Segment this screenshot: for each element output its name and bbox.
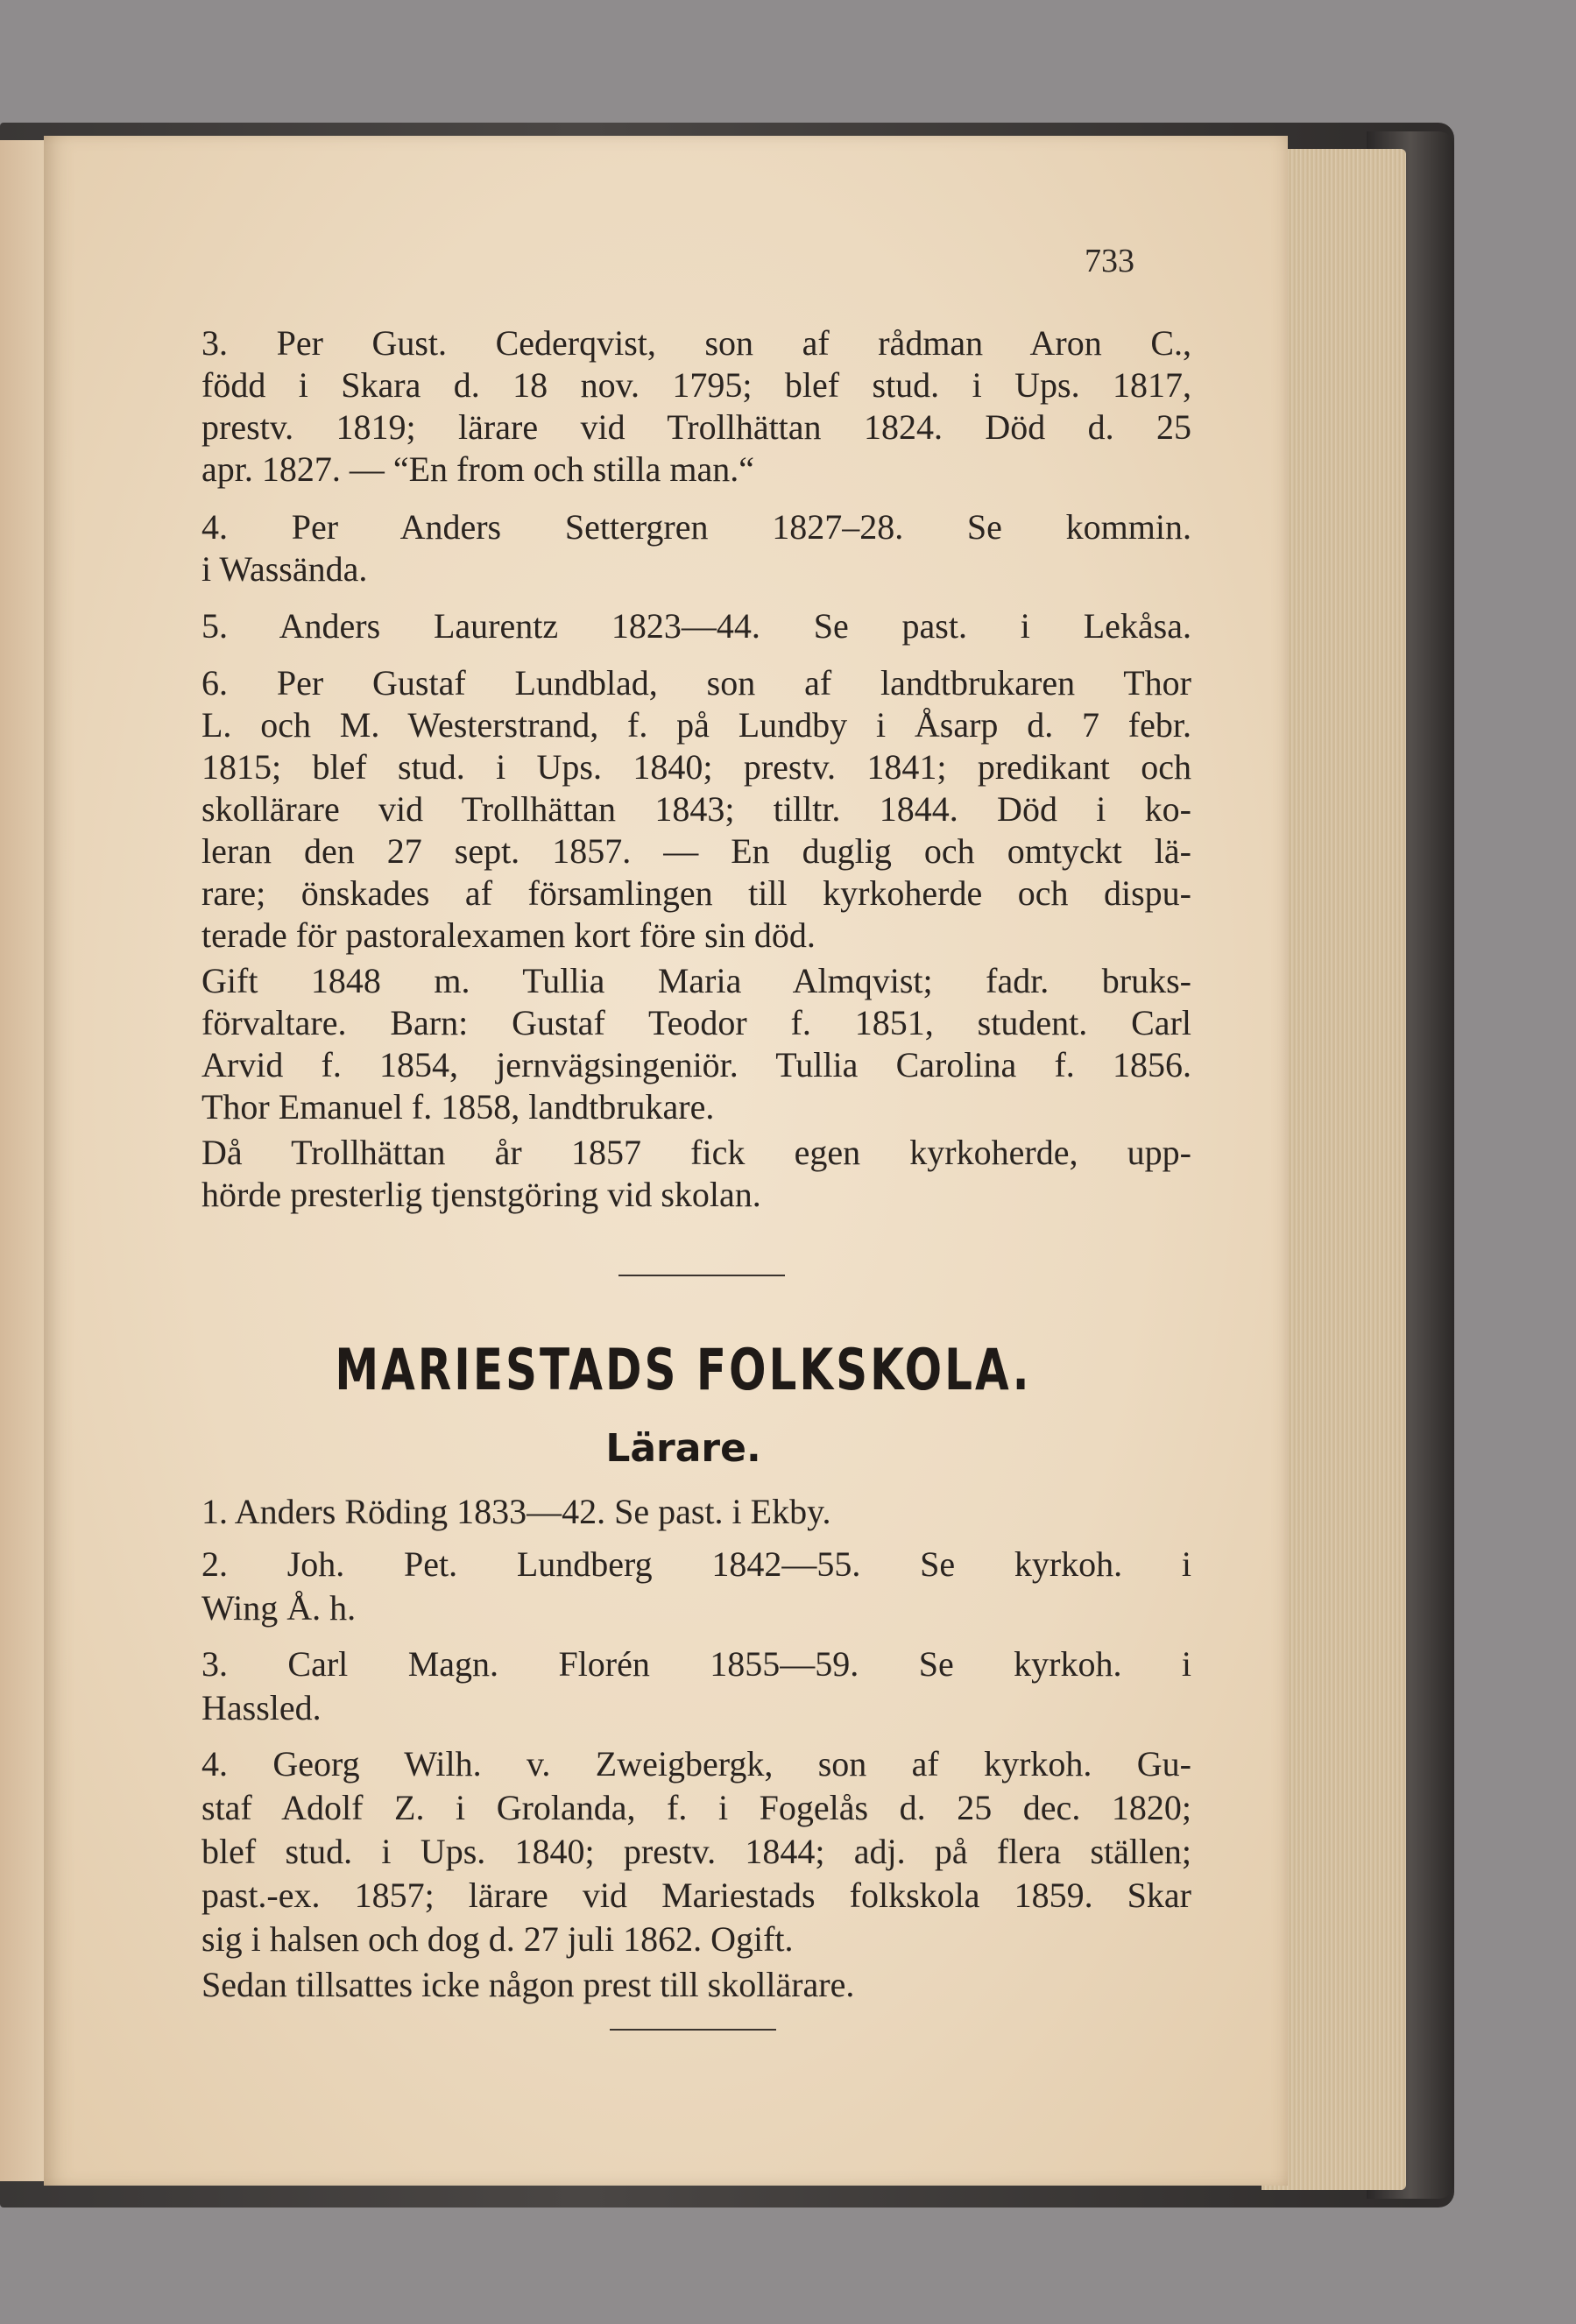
text-line: 1. Anders Röding 1833—42. Se past. i Ekby. <box>201 1492 831 1531</box>
separator-rule-top <box>618 1275 785 1276</box>
text-line: terade för pastoralexamen kort före sin död. <box>201 915 816 955</box>
text-line: Thor Emanuel f. 1858, landtbrukare. <box>201 1087 715 1127</box>
text-line: staf Adolf Z. i Grolanda, f. i Fogelås d. 25 dec. 1820; <box>201 1788 1191 1827</box>
text-line: 3. Carl Magn. Florén 1855—59. Se kyrkoh. i <box>201 1644 1191 1684</box>
text-line: 1815; blef stud. i Ups. 1840; prestv. 1841; predikant och <box>201 747 1191 787</box>
text-line: Gift 1848 m. Tullia Maria Almqvist; fadr. bruks- <box>201 961 1191 1000</box>
text-line: Hassled. <box>201 1688 322 1727</box>
text-line: leran den 27 sept. 1857. — En duglig och omtyckt lä- <box>201 831 1191 871</box>
section-subheading: Lärare. <box>605 1426 761 1471</box>
text-line: skollärare vid Trollhättan 1843; tilltr. 1844. Död i ko- <box>201 789 1191 829</box>
text-line: i Wassända. <box>201 549 368 589</box>
page-number: 733 <box>1085 243 1134 279</box>
text-line: 4. Georg Wilh. v. Zweigbergk, son af kyrkoh. Gu- <box>201 1744 1191 1784</box>
text-line: född i Skara d. 18 nov. 1795; blef stud. i Ups. 1817, <box>201 365 1191 405</box>
text-line: 6. Per Gustaf Lundblad, son af landtbrukaren Thor <box>201 663 1191 703</box>
text-line: hörde presterlig tjenstgöring vid skolan. <box>201 1175 761 1214</box>
separator-rule-bottom <box>610 2029 776 2031</box>
text-line: 2. Joh. Pet. Lundberg 1842—55. Se kyrkoh. i <box>201 1544 1191 1584</box>
text-line: apr. 1827. — “En from och stilla man.“ <box>201 449 754 489</box>
text-line: Wing Å. h. <box>201 1588 357 1628</box>
text-line: Sedan tillsattes icke någon prest till skollärare. <box>201 1965 855 2004</box>
section-heading: MARIESTADS FOLKSKOLA. <box>335 1337 1032 1403</box>
text-line: förvaltare. Barn: Gustaf Teodor f. 1851, student. Carl <box>201 1003 1191 1042</box>
text-line: 3. Per Gust. Cederqvist, son af rådman Aron C., <box>201 323 1191 363</box>
text-line: 4. Per Anders Settergren 1827–28. Se kommin. <box>201 507 1191 547</box>
text-line: L. och M. Westerstrand, f. på Lundby i Åsarp d. 7 febr. <box>201 705 1191 745</box>
text-line: Arvid f. 1854, jernvägsingeniör. Tullia Carolina f. 1856. <box>201 1045 1191 1084</box>
book-page <box>44 136 1288 2186</box>
text-line: sig i halsen och dog d. 27 juli 1862. Ogift. <box>201 1919 794 1959</box>
text-line: prestv. 1819; lärare vid Trollhättan 1824. Död d. 25 <box>201 407 1191 447</box>
text-line: past.-ex. 1857; lärare vid Mariestads folkskola 1859. Skar <box>201 1875 1191 1915</box>
text-line: 5. Anders Laurentz 1823—44. Se past. i Lekåsa. <box>201 606 1191 646</box>
text-line: blef stud. i Ups. 1840; prestv. 1844; adj. på flera ställen; <box>201 1832 1191 1871</box>
text-line: rare; önskades af församlingen till kyrkoherde och dispu- <box>201 873 1191 913</box>
text-line: Då Trollhättan år 1857 fick egen kyrkoherde, upp- <box>201 1133 1191 1172</box>
